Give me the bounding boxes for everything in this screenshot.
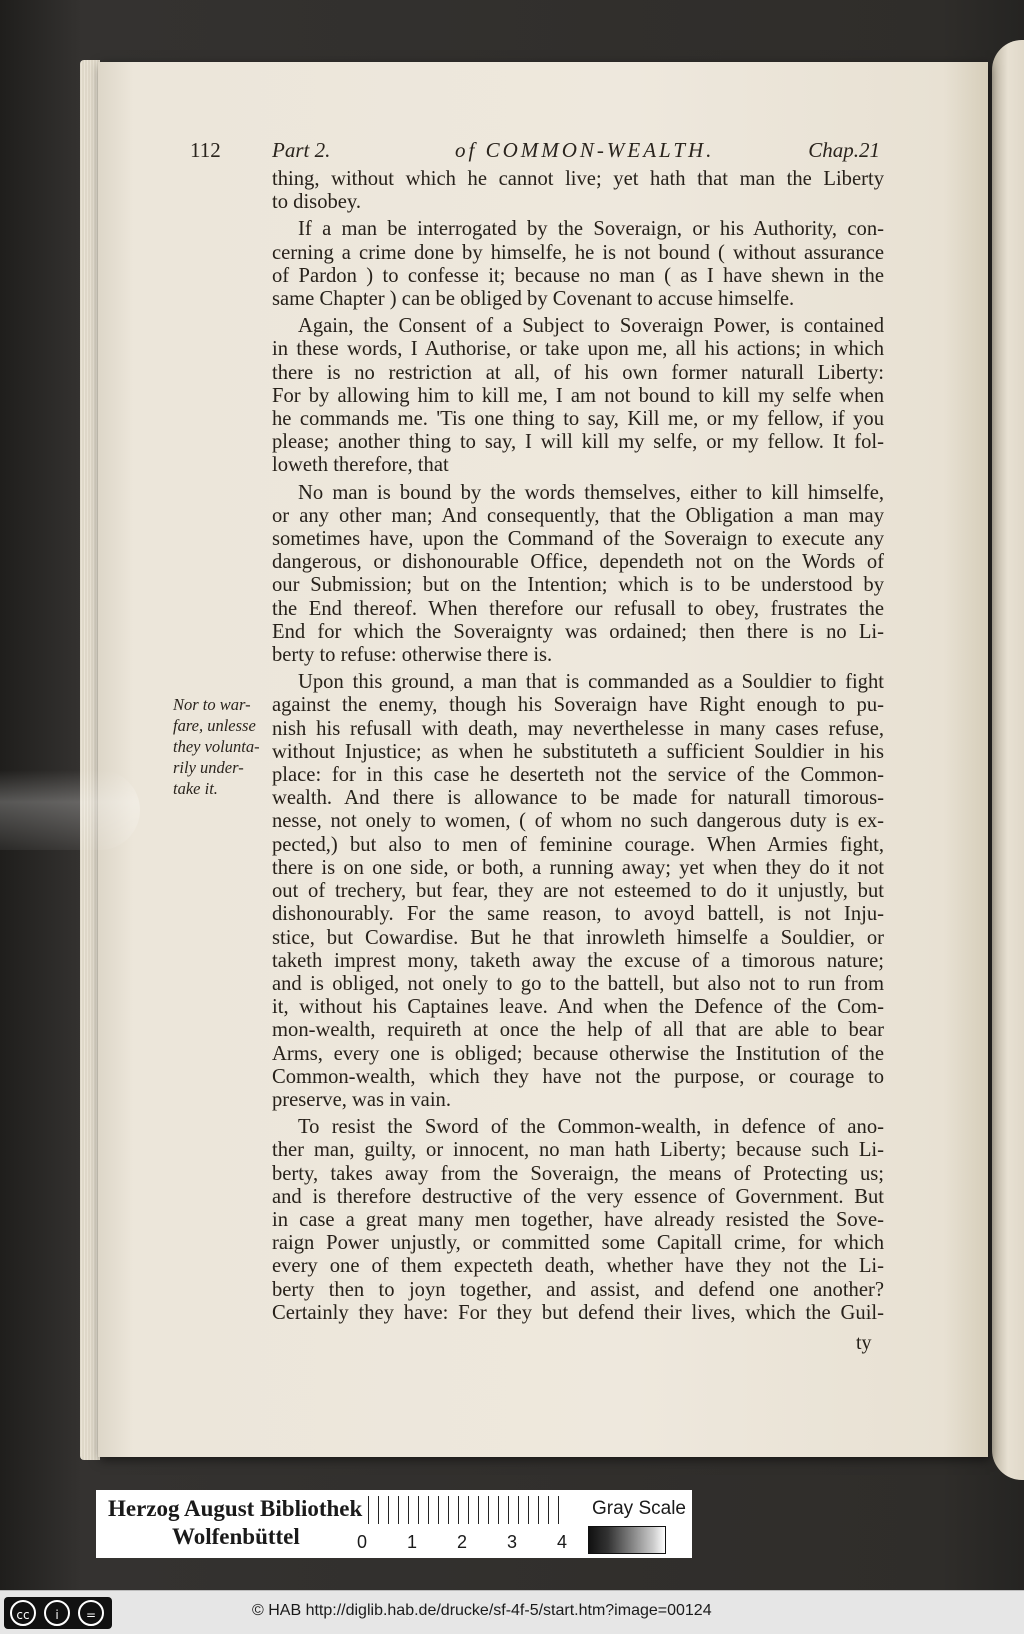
- text-line: Arms, every one is obliged; because otherwise the Institution of the: [272, 1042, 884, 1065]
- text-line: there is no restriction at all, of his own former naturall Liberty:: [272, 361, 884, 384]
- text-line: nish his refusall with death, may neverthelesse in many cases refuse,: [272, 717, 884, 740]
- ruler-number: 1: [407, 1532, 418, 1552]
- text-line: ther man, guilty, or innocent, no man hath Liberty; because such Li-: [272, 1139, 884, 1162]
- measurement-ruler: [368, 1496, 568, 1524]
- gray-scale-bar: [588, 1526, 666, 1554]
- text-line: without Injustice; as when he substituteth a sufficient Souldier in his: [272, 740, 884, 763]
- text-line: wealth. And there is allowance to be made for naturall timorous-: [272, 787, 884, 810]
- text-line: thing, without which he cannot live; yet hath that man the Liberty: [272, 168, 884, 190]
- text-line: To resist the Sword of the Common-wealth, in defence of ano-: [298, 1116, 884, 1139]
- text-line: it, without his Captaines leave. And when the Defence of the Com-: [272, 996, 884, 1019]
- text-line: No man is bound by the words themselves, either to kill himselfe,: [298, 481, 884, 504]
- text-line: berty then to joyn together, and assist, and defend one another?: [272, 1278, 884, 1301]
- marginal-note-line: they volunta-: [173, 737, 260, 756]
- text-line: against the enemy, though his Soveraign have Right enough to pu-: [272, 694, 884, 717]
- text-line: preserve, was in vain.: [272, 1088, 451, 1111]
- text-line: our Submission; but on the Intention; which is to be understood by: [272, 574, 884, 597]
- text-line: For by allowing him to kill me, I am not bound to kill my selfe when: [272, 384, 884, 407]
- text-line: pected,) but also to men of feminine courage. When Armies fight,: [272, 833, 884, 856]
- text-line: same Chapter ) can be obliged by Covenant to accuse himselfe.: [272, 288, 795, 311]
- text-line: in these words, I Authorise, or take upon me, all his actions; in which: [272, 338, 884, 361]
- text-line: to disobey.: [272, 191, 362, 214]
- book-page-edges: [80, 60, 100, 1460]
- library-location: Wolfenbüttel: [172, 1524, 300, 1549]
- ruler-number: 4: [557, 1532, 568, 1552]
- text-line: in case a great many men together, have already resisted the Sove-: [272, 1208, 884, 1231]
- text-line: sometimes have, upon the Command of the Soveraign to execute any: [272, 528, 884, 551]
- text-line: Again, the Consent of a Subject to Soveraign Power, is contained: [298, 315, 884, 338]
- text-line: berty, takes away from the Soveraign, the means of Protecting us;: [272, 1162, 884, 1185]
- library-name: Herzog August Bibliothek: [108, 1496, 363, 1521]
- ruler-number: 2: [457, 1532, 468, 1552]
- text-line: End for which the Soveraignty was ordained; then there is no Li-: [272, 620, 884, 643]
- ruler-number: 0: [357, 1532, 368, 1552]
- glass-holder-reflection: [0, 770, 140, 850]
- copyright-link[interactable]: © HAB http://diglib.hab.de/drucke/sf-4f-5/start.htm?image=00124: [252, 1602, 712, 1619]
- part-label: Part 2.: [272, 138, 331, 162]
- attribution-icon: i: [44, 1600, 70, 1626]
- marginal-note-line: Nor to war-: [173, 695, 251, 714]
- marginal-note-line: take it.: [173, 779, 218, 798]
- marginal-note-line: fare, unlesse: [173, 716, 256, 735]
- text-line: raign Power unjustly, or committed some Capitall crime, for which: [272, 1232, 884, 1255]
- text-line: dishonourably. For the same reason, to avoyd battell, is not Inju-: [272, 903, 884, 926]
- text-line: please; another thing to say, I will kill my selfe, or my fellow. It fol-: [272, 431, 884, 454]
- library-color-card: [96, 1490, 692, 1558]
- text-line: berty to refuse: otherwise there is.: [272, 644, 553, 667]
- cc-icon: cc: [10, 1600, 36, 1626]
- gray-scale-label: Gray Scale: [592, 1498, 686, 1519]
- text-line: and is obliged, not onely to go to the battell, but also not to run from: [272, 972, 884, 995]
- text-line: dangerous, or dishonourable Office, dependeth not on the Words of: [272, 551, 884, 574]
- text-line: place: for in this case he deserteth not the service of the Common-: [272, 764, 884, 787]
- text-line: stice, but Cowardise. But he that inrowleth himselfe a Souldier, or: [272, 926, 884, 949]
- text-line: Upon this ground, a man that is commanded as a Souldier to fight: [298, 671, 884, 694]
- text-line: Common-wealth, which they have not the purpose, or courage to: [272, 1065, 884, 1088]
- body-text: [272, 168, 884, 1325]
- text-line: out of trechery, but fear, they are not esteemed to do it unjustly, but: [272, 880, 884, 903]
- marginal-note-line: rily under-: [173, 758, 244, 777]
- text-line: mon-wealth, requireth at once the help of all that are able to bear: [272, 1019, 884, 1042]
- text-line: cerning a crime done by himselfe, he is not bound ( without assurance: [272, 241, 884, 264]
- catchword: ty: [856, 1332, 872, 1354]
- running-title: of COMMON-WEALTH.: [455, 138, 715, 162]
- text-line: and is therefore destructive of the very essence of Government. But: [272, 1185, 884, 1208]
- chapter-label: Chap.21: [808, 138, 880, 162]
- text-line: nesse, not onely to women, ( of whom no such dangerous duty is ex-: [272, 810, 884, 833]
- page-number: 112: [190, 138, 221, 162]
- cc-license-badge[interactable]: [4, 1597, 112, 1629]
- text-line: there is on one side, or both, a running away; yet when they do it not: [272, 856, 884, 879]
- text-line: the End thereof. When therefore our refusall to obey, frustrates the: [272, 597, 884, 620]
- ruler-number: 3: [507, 1532, 518, 1552]
- running-head: [190, 138, 880, 168]
- text-line: he commands me. 'Tis one thing to say, Kill me, or my fellow, if you: [272, 408, 884, 431]
- text-line: If a man be interrogated by the Soveraign, or his Authority, con-: [298, 218, 884, 241]
- footer-bar: [0, 1590, 1024, 1634]
- facing-page-edge: [992, 40, 1024, 1480]
- text-line: of Pardon ) to confesse it; because no man ( as I have shewn in the: [272, 264, 884, 287]
- text-line: or any other man; And consequently, that the Obligation a man may: [272, 504, 884, 527]
- share-alike-icon: =: [78, 1600, 104, 1626]
- text-line: every one of them expecteth death, whether have they not the Li-: [272, 1255, 884, 1278]
- text-line: taketh imprest mony, taketh away the excuse of a timorous nature;: [272, 949, 884, 972]
- text-line: loweth therefore, that: [272, 454, 449, 477]
- marginal-note: [173, 694, 268, 799]
- text-line: Certainly they have: For they but defend their lives, which the Guil-: [272, 1301, 884, 1324]
